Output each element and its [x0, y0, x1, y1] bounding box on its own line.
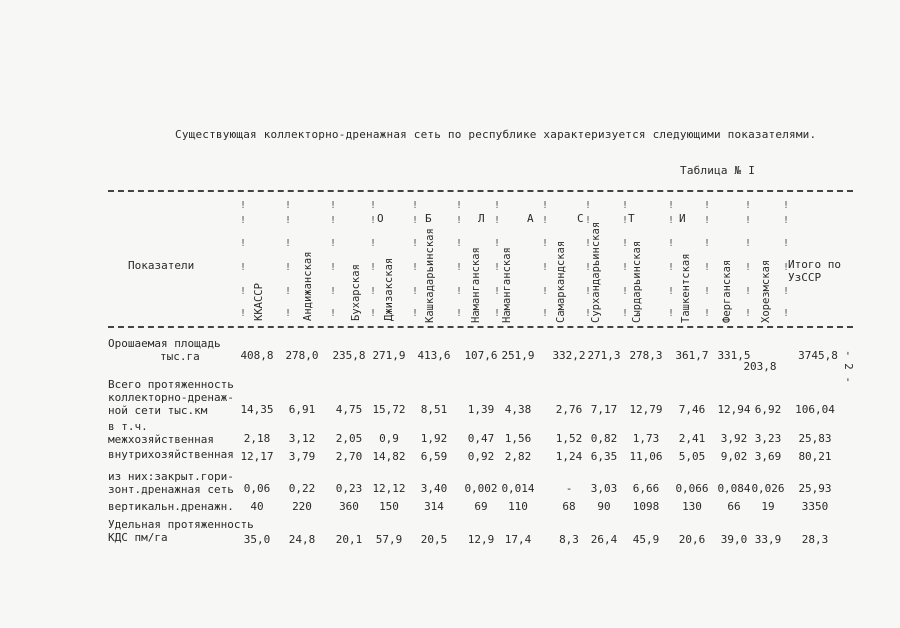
separator-tick: !: [745, 286, 752, 297]
separator-tick: !: [456, 286, 463, 297]
separator-tick: !: [668, 262, 675, 273]
table-cell: 25,93: [798, 482, 832, 495]
table-cell: 5,05: [678, 450, 706, 463]
row-header: Показатели: [128, 259, 195, 272]
separator-tick: !: [704, 200, 711, 211]
table-cell: 130: [682, 500, 702, 513]
column-header: Хорезмская: [760, 259, 772, 323]
separator-tick: !: [622, 238, 629, 249]
table-cell: 2,05: [335, 432, 363, 445]
table-number: Таблица № I: [680, 164, 756, 177]
table-cell: 110: [508, 500, 528, 513]
row-label: Всего протяженность коллекторно-дренаж- ной сети тыс.км: [108, 378, 234, 417]
column-header: Джизакская: [383, 257, 395, 321]
column-header: Самаркандская: [555, 240, 567, 323]
table-cell: 8,51: [420, 403, 448, 416]
separator-tick: !: [585, 286, 592, 297]
separator-tick: !: [240, 308, 247, 319]
table-cell: 271,3: [587, 349, 621, 362]
table-cell: 4,38: [504, 403, 532, 416]
column-header: Андижанская: [302, 251, 314, 321]
separator-tick: !: [585, 262, 592, 273]
separator-tick: !: [668, 215, 675, 226]
table-cell: 2,70: [335, 450, 363, 463]
table-cell: 3,40: [420, 482, 448, 495]
table-cell: 68: [562, 500, 576, 513]
table-cell: 69: [474, 500, 488, 513]
separator-tick: !: [370, 200, 377, 211]
table-cell: 40: [250, 500, 264, 513]
table-cell: 3,23: [754, 432, 782, 445]
separator-tick: !: [412, 215, 419, 226]
table-cell: 3,12: [288, 432, 316, 445]
row-label: из них:закрыт.гори- зонт.дренажная сеть: [108, 470, 234, 496]
separator-tick: !: [456, 262, 463, 273]
table-cell: 0,066: [675, 482, 709, 495]
table-cell: 1,24: [555, 450, 583, 463]
table-top-rule: [108, 190, 853, 192]
table-cell: 2,76: [555, 403, 583, 416]
table-cell: -: [565, 482, 573, 495]
separator-tick: !: [745, 262, 752, 273]
table-cell: 106,04: [795, 403, 835, 416]
separator-tick: !: [585, 308, 592, 319]
separator-tick: !: [494, 200, 501, 211]
table-cell: 20,6: [678, 533, 706, 546]
table-cell: 6,91: [288, 403, 316, 416]
separator-tick: !: [783, 308, 790, 319]
separator-tick: !: [783, 262, 790, 273]
table-cell: 0,23: [335, 482, 363, 495]
separator-tick: !: [622, 308, 629, 319]
table-cell: 20,1: [335, 533, 363, 546]
table-cell: 12,9: [467, 533, 495, 546]
column-header: Сурхандарьинская: [590, 221, 602, 323]
table-cell: 1,73: [632, 432, 660, 445]
separator-tick: !: [412, 308, 419, 319]
table-cell: 271,9: [372, 349, 406, 362]
table-cell: 0,47: [467, 432, 495, 445]
table-cell: 17,4: [504, 533, 532, 546]
table-cell: 6,35: [590, 450, 618, 463]
separator-tick: !: [542, 238, 549, 249]
table-cell: 7,17: [590, 403, 618, 416]
separator-tick: !: [370, 308, 377, 319]
separator-tick: !: [412, 238, 419, 249]
separator-tick: !: [330, 200, 337, 211]
separator-tick: !: [330, 308, 337, 319]
table-cell: 107,6: [464, 349, 498, 362]
separator-tick: !: [412, 262, 419, 273]
separator-tick: !: [668, 308, 675, 319]
table-cell: 12,94: [717, 403, 751, 416]
separator-tick: !: [370, 238, 377, 249]
oblast-letter: И: [679, 212, 686, 225]
table-cell: 19: [761, 500, 775, 513]
separator-tick: !: [494, 215, 501, 226]
table-cell: 14,35: [240, 403, 274, 416]
separator-tick: !: [622, 286, 629, 297]
separator-tick: !: [542, 286, 549, 297]
separator-tick: !: [240, 215, 247, 226]
column-header: Ташкентская: [680, 253, 692, 323]
separator-tick: !: [330, 215, 337, 226]
table-cell: 360: [339, 500, 359, 513]
table-cell: 0,9: [379, 432, 399, 445]
separator-tick: !: [745, 215, 752, 226]
table-cell: 413,6: [417, 349, 451, 362]
separator-tick: !: [704, 308, 711, 319]
separator-tick: !: [240, 238, 247, 249]
table-cell: 1,92: [420, 432, 448, 445]
separator-tick: !: [240, 262, 247, 273]
row-label: в т.ч. межхозяйственная: [108, 420, 214, 446]
row-label: внутрихозяйственная: [108, 448, 234, 461]
table-cell: 1,52: [555, 432, 583, 445]
separator-tick: !: [370, 286, 377, 297]
table-cell: 45,9: [632, 533, 660, 546]
table-cell: 332,2: [552, 349, 586, 362]
table-cell: 66: [727, 500, 741, 513]
separator-tick: !: [412, 286, 419, 297]
table-cell: 6,59: [420, 450, 448, 463]
table-cell: 11,06: [629, 450, 663, 463]
oblast-letter: О: [377, 212, 384, 225]
table-cell: 3,69: [754, 450, 782, 463]
separator-tick: !: [542, 200, 549, 211]
separator-tick: !: [542, 215, 549, 226]
separator-tick: !: [494, 262, 501, 273]
table-cell: 7,46: [678, 403, 706, 416]
separator-tick: !: [585, 200, 592, 211]
table-cell: 2,82: [504, 450, 532, 463]
separator-tick: !: [456, 200, 463, 211]
table-cell: 4,75: [335, 403, 363, 416]
separator-tick: !: [330, 238, 337, 249]
table-cell: 39,0: [720, 533, 748, 546]
table-cell: 9,02: [720, 450, 748, 463]
separator-tick: !: [456, 238, 463, 249]
separator-tick: !: [494, 308, 501, 319]
row-label: вертикальн.дренажн.: [108, 500, 234, 513]
table-cell: 0,22: [288, 482, 316, 495]
separator-tick: !: [783, 238, 790, 249]
table-cell: 90: [597, 500, 611, 513]
table-cell: 0,06: [243, 482, 271, 495]
row-label: Орошаемая площадь тыс.га: [108, 337, 221, 363]
separator-tick: !: [622, 215, 629, 226]
separator-tick: !: [330, 286, 337, 297]
separator-tick: !: [370, 215, 377, 226]
table-cell: 28,3: [801, 533, 829, 546]
separator-tick: !: [704, 238, 711, 249]
separator-tick: !: [494, 286, 501, 297]
table-cell: 203,8: [743, 360, 777, 373]
separator-tick: !: [745, 308, 752, 319]
separator-tick: !: [330, 262, 337, 273]
intro-text: Существующая коллекторно-дренажная сеть по республике характеризуется следующими показателями.: [175, 128, 817, 141]
column-header: Наманганская: [470, 247, 482, 323]
separator-tick: !: [704, 286, 711, 297]
separator-tick: !: [585, 238, 592, 249]
table-cell: 278,3: [629, 349, 663, 362]
separator-tick: !: [240, 286, 247, 297]
separator-tick: !: [542, 262, 549, 273]
separator-tick: !: [285, 286, 292, 297]
table-cell: 0,82: [590, 432, 618, 445]
table-cell: 251,9: [501, 349, 535, 362]
table-cell: 331,5: [717, 349, 751, 362]
table-cell: 2,41: [678, 432, 706, 445]
table-cell: 408,8: [240, 349, 274, 362]
oblast-letter: Б: [425, 212, 432, 225]
separator-tick: !: [668, 238, 675, 249]
table-cell: 1098: [632, 500, 660, 513]
separator-tick: !: [285, 215, 292, 226]
table-cell: 57,9: [375, 533, 403, 546]
table-cell: 3,92: [720, 432, 748, 445]
table-cell: 0,002: [464, 482, 498, 495]
column-header: Сырдарьинская: [631, 240, 643, 323]
table-cell: 1,56: [504, 432, 532, 445]
separator-tick: !: [285, 238, 292, 249]
separator-tick: !: [494, 238, 501, 249]
table-cell: 20,5: [420, 533, 448, 546]
table-cell: 0,084: [717, 482, 751, 495]
separator-tick: !: [456, 215, 463, 226]
page-marker: - 2 -: [841, 349, 855, 384]
table-cell: 15,72: [372, 403, 406, 416]
oblast-letter: Л: [478, 212, 485, 225]
row-label: Удельная протяженность КДС пм/га: [108, 518, 254, 544]
table-cell: 14,82: [372, 450, 406, 463]
separator-tick: !: [668, 286, 675, 297]
oblast-letter: А: [527, 212, 534, 225]
table-cell: 314: [424, 500, 444, 513]
separator-tick: !: [240, 200, 247, 211]
separator-tick: !: [285, 262, 292, 273]
separator-tick: !: [783, 200, 790, 211]
table-cell: 12,17: [240, 450, 274, 463]
table-cell: 3350: [801, 500, 829, 513]
table-cell: 1,39: [467, 403, 495, 416]
table-cell: 6,92: [754, 403, 782, 416]
column-header: Кашкадарьинская: [424, 228, 436, 323]
separator-tick: !: [745, 200, 752, 211]
separator-tick: !: [622, 262, 629, 273]
table-cell: 3,03: [590, 482, 618, 495]
table-cell: 278,0: [285, 349, 319, 362]
separator-tick: !: [783, 286, 790, 297]
separator-tick: !: [585, 215, 592, 226]
separator-tick: !: [668, 200, 675, 211]
table-cell: 8,3: [559, 533, 579, 546]
separator-tick: !: [622, 200, 629, 211]
separator-tick: !: [704, 262, 711, 273]
table-cell: 0,92: [467, 450, 495, 463]
separator-tick: !: [285, 200, 292, 211]
oblast-letter: Т: [628, 212, 635, 225]
separator-tick: !: [285, 308, 292, 319]
separator-tick: !: [704, 215, 711, 226]
column-header: Наманганская: [501, 247, 513, 323]
separator-tick: !: [456, 308, 463, 319]
table-cell: 6,66: [632, 482, 660, 495]
column-header: Бухарская: [350, 264, 362, 321]
table-cell: 2,18: [243, 432, 271, 445]
table-cell: 235,8: [332, 349, 366, 362]
table-cell: 24,8: [288, 533, 316, 546]
table-cell: 25,83: [798, 432, 832, 445]
table-cell: 3745,8: [798, 349, 838, 362]
separator-tick: !: [370, 262, 377, 273]
table-cell: 150: [379, 500, 399, 513]
table-cell: 12,12: [372, 482, 406, 495]
table-cell: 3,79: [288, 450, 316, 463]
table-cell: 80,21: [798, 450, 832, 463]
table-cell: 220: [292, 500, 312, 513]
table-cell: 33,9: [754, 533, 782, 546]
column-header: Ферганская: [721, 259, 733, 323]
oblast-letter: С: [577, 212, 584, 225]
header-bottom-rule: [108, 326, 853, 328]
table-cell: 361,7: [675, 349, 709, 362]
separator-tick: !: [745, 238, 752, 249]
separator-tick: !: [542, 308, 549, 319]
table-cell: 0,026: [751, 482, 785, 495]
table-cell: 12,79: [629, 403, 663, 416]
column-header-total: Итого по УзССР: [788, 258, 841, 284]
table-cell: 35,0: [243, 533, 271, 546]
column-header: ККАССР: [253, 283, 265, 321]
separator-tick: !: [412, 200, 419, 211]
table-cell: 0,014: [501, 482, 535, 495]
table-cell: 26,4: [590, 533, 618, 546]
separator-tick: !: [783, 215, 790, 226]
